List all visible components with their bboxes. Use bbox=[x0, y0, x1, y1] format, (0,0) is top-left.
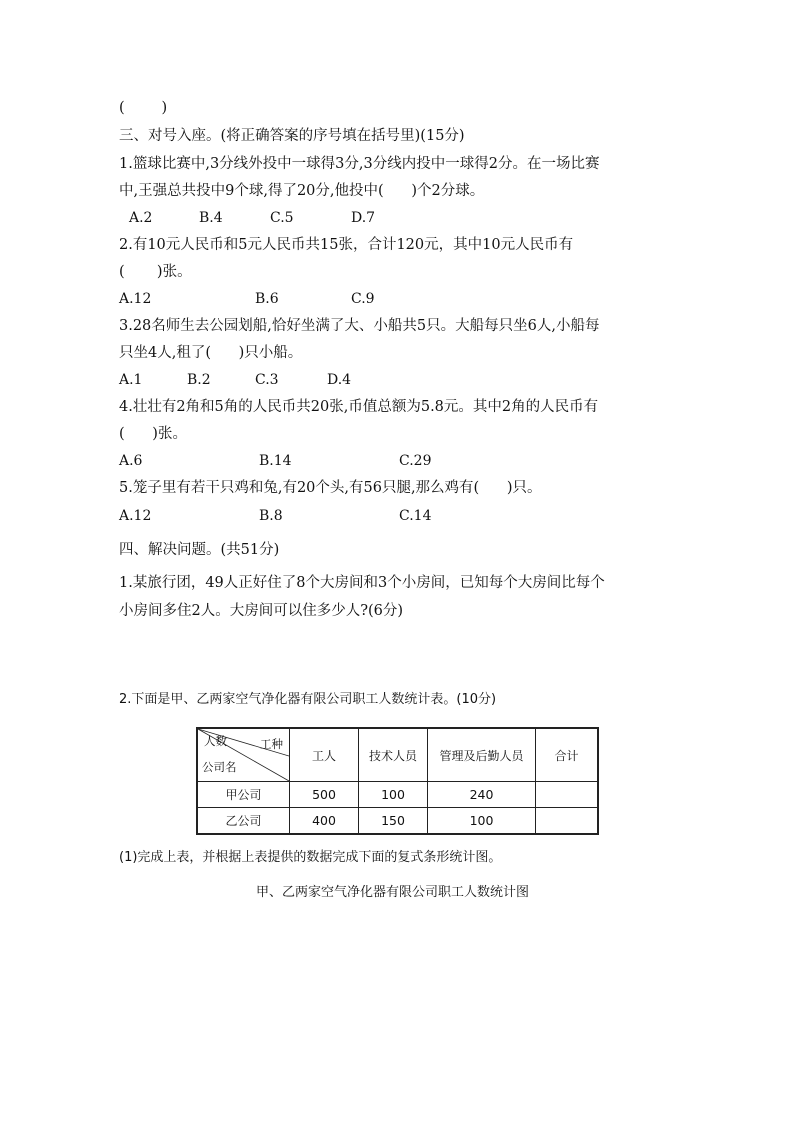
problem-2-subquestion: (1)完成上表，并根据上表提供的数据完成下面的复式条形统计图。 bbox=[119, 850, 502, 865]
question-4-line-1: 4.壮壮有2角和5角的人民币共20张,币值总额为5.8元。其中2角的人民币有 bbox=[119, 399, 599, 415]
q1-option-c: C.5 bbox=[270, 210, 294, 226]
table-row bbox=[197, 782, 598, 808]
table-header-row bbox=[197, 728, 598, 782]
question-1-line-1: 1.篮球比赛中,3分线外投中一球得3分,3分线内投中一球得2分。在一场比赛 bbox=[119, 156, 600, 172]
question-3-line-1: 3.28名师生去公园划船,恰好坐满了大、小船共5只。大船每只坐6人,小船每 bbox=[119, 318, 600, 334]
q1-option-a: A.2 bbox=[129, 210, 153, 226]
cell-workers: 400 bbox=[290, 807, 359, 834]
cell-technicians: 150 bbox=[359, 807, 428, 834]
q2-option-c: C.9 bbox=[351, 291, 375, 307]
question-1-line-2: 中,王强总共投中9个球,得了20分,他投中( )个2分球。 bbox=[119, 183, 485, 199]
corner-label-job-type: 工种 bbox=[260, 737, 283, 751]
cell-management: 100 bbox=[428, 807, 536, 834]
cell-total-blank[interactable] bbox=[536, 782, 599, 808]
answer-blank-line: ( ) bbox=[119, 100, 168, 116]
staff-statistics-table bbox=[196, 727, 599, 835]
section-three-heading: 三、对号入座。(将正确答案的序号填在括号里)(15分) bbox=[119, 128, 465, 144]
q1-option-d: D.7 bbox=[351, 210, 376, 226]
question-3-line-2: 只坐4人,租了( )只小船。 bbox=[119, 345, 303, 361]
table-row bbox=[197, 807, 598, 834]
q4-option-a: A.6 bbox=[119, 453, 143, 469]
q5-option-c: C.14 bbox=[399, 508, 432, 524]
problem-2-intro: 2.下面是甲、乙两家空气净化器有限公司职工人数统计表。(10分) bbox=[119, 692, 497, 707]
header-total: 合计 bbox=[536, 728, 599, 782]
problem-1-line-1: 1.某旅行团，49人正好住了8个大房间和3个小房间，已知每个大房间比每个 bbox=[119, 575, 605, 591]
q3-option-a: A.1 bbox=[119, 372, 143, 388]
question-2-line-1: 2.有10元人民币和5元人民币共15张，合计120元，其中10元人民币有 bbox=[119, 237, 574, 253]
chart-title-text: 甲、乙两家空气净化器有限公司职工人数统计图 bbox=[256, 885, 530, 900]
q5-option-b: B.8 bbox=[259, 508, 283, 524]
corner-label-company: 公司名 bbox=[202, 760, 237, 774]
q2-option-a: A.12 bbox=[119, 291, 152, 307]
q3-option-c: C.3 bbox=[255, 372, 279, 388]
cell-total-blank[interactable] bbox=[536, 807, 599, 834]
q3-option-d: D.4 bbox=[327, 372, 352, 388]
header-workers: 工人 bbox=[290, 728, 359, 782]
row-company-name: 乙公司 bbox=[197, 807, 290, 834]
q1-option-b: B.4 bbox=[199, 210, 223, 226]
cell-technicians: 100 bbox=[359, 782, 428, 808]
row-company-name: 甲公司 bbox=[197, 782, 290, 808]
header-management: 管理及后勤人员 bbox=[428, 728, 536, 782]
corner-label-people: 人数 bbox=[204, 734, 227, 748]
cell-management: 240 bbox=[428, 782, 536, 808]
question-5-line-1: 5.笼子里有若干只鸡和兔,有20个头,有56只腿,那么鸡有( )只。 bbox=[119, 480, 542, 496]
problem-1-line-2: 小房间多住2人。大房间可以住多少人?(6分) bbox=[119, 603, 404, 619]
q2-option-b: B.6 bbox=[255, 291, 279, 307]
question-2-line-2: ( )张。 bbox=[119, 264, 192, 280]
question-4-line-2: ( )张。 bbox=[119, 426, 187, 442]
q5-option-a: A.12 bbox=[119, 508, 152, 524]
header-technicians: 技术人员 bbox=[359, 728, 428, 782]
table-corner-cell bbox=[197, 728, 290, 782]
section-four-heading: 四、解决问题。(共51分) bbox=[119, 542, 280, 558]
cell-workers: 500 bbox=[290, 782, 359, 808]
q4-option-b: B.14 bbox=[259, 453, 292, 469]
q4-option-c: C.29 bbox=[399, 453, 432, 469]
q3-option-b: B.2 bbox=[187, 372, 211, 388]
